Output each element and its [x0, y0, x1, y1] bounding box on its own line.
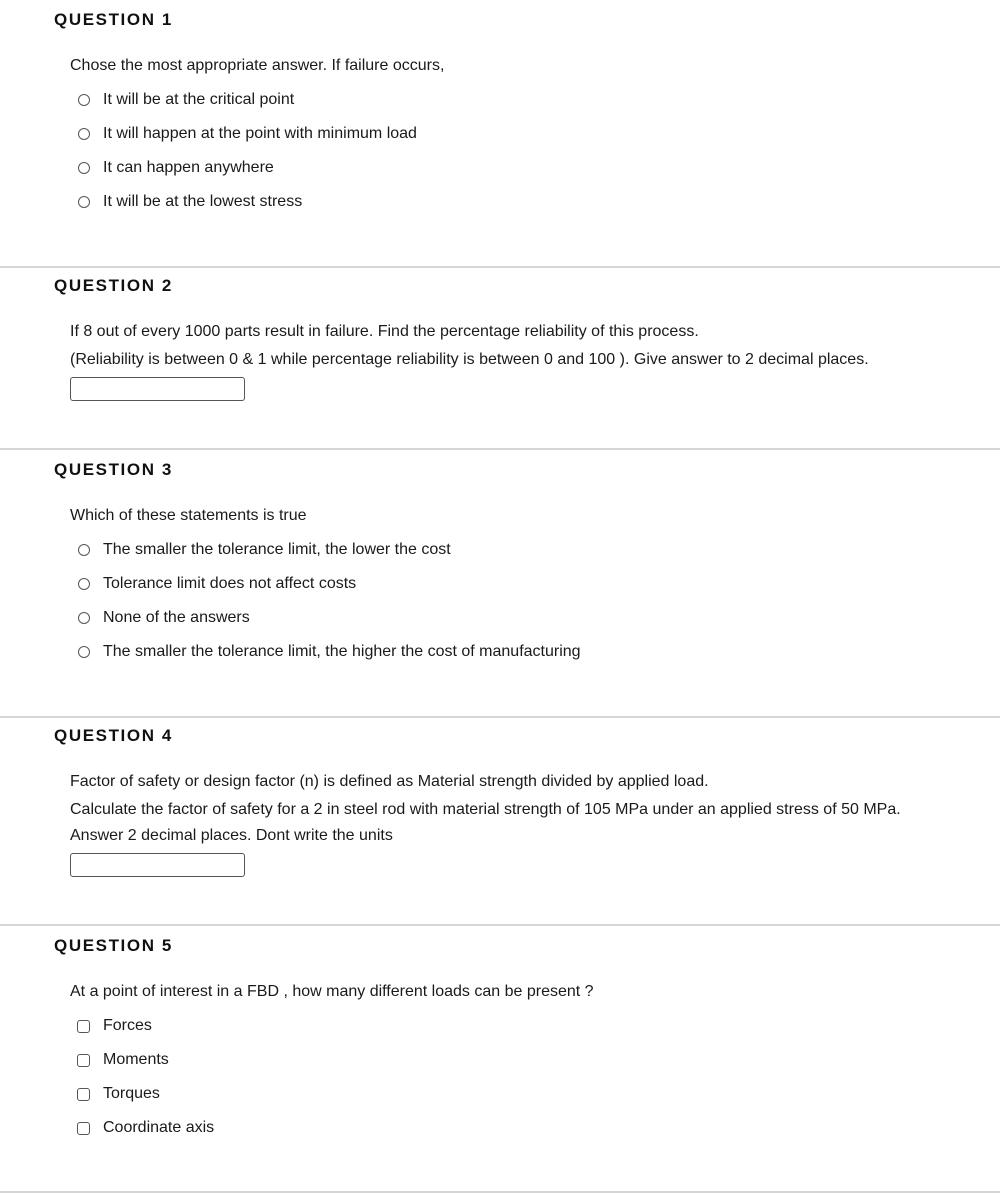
question-divider [0, 716, 1000, 718]
question-divider [0, 448, 1000, 450]
radio-button[interactable] [78, 94, 90, 106]
question-5-option-2[interactable] [77, 1049, 169, 1071]
option-label: It will happen at the point with minimum load [103, 125, 417, 142]
option-label: It will be at the critical point [103, 91, 295, 108]
question-5-option-1[interactable] [77, 1015, 152, 1037]
question-3-option-3[interactable] [78, 607, 250, 629]
question-5-text: At a point of interest in a FBD , how many different loads can be present ? [70, 983, 594, 1000]
question-4-text-line-1: Factor of safety or design factor (n) is defined as Material strength divided by applied load. [70, 773, 709, 790]
question-3-option-2[interactable] [78, 573, 356, 595]
question-5-option-3[interactable] [77, 1083, 160, 1105]
option-label: Tolerance limit does not affect costs [103, 575, 357, 592]
radio-button[interactable] [78, 162, 90, 174]
radio-button[interactable] [78, 544, 90, 556]
question-4-answer-input[interactable] [70, 853, 245, 877]
question-3-option-1[interactable] [78, 539, 451, 561]
question-5-option-4[interactable] [77, 1117, 214, 1139]
radio-button[interactable] [78, 196, 90, 208]
checkbox[interactable] [77, 1020, 90, 1033]
option-label: Forces [103, 1017, 152, 1034]
option-label: The smaller the tolerance limit, the higher the cost of manufacturing [103, 643, 581, 660]
checkbox[interactable] [77, 1054, 90, 1067]
question-4-text-line-3: Answer 2 decimal places. Dont write the units [70, 827, 393, 844]
radio-button[interactable] [78, 578, 90, 590]
option-label: Moments [103, 1051, 169, 1068]
radio-button[interactable] [78, 612, 90, 624]
question-2-answer-input[interactable] [70, 377, 245, 401]
option-label: Torques [103, 1085, 160, 1102]
checkbox[interactable] [77, 1088, 90, 1101]
question-4-title: QUESTION 4 [54, 726, 173, 745]
radio-button[interactable] [78, 128, 90, 140]
question-1-option-4[interactable] [78, 191, 302, 213]
question-2-title: QUESTION 2 [54, 276, 173, 295]
question-divider [0, 1191, 1000, 1193]
option-label: Coordinate axis [103, 1119, 215, 1136]
question-1-option-2[interactable] [78, 123, 417, 145]
question-2-text-line-2: (Reliability is between 0 & 1 while percentage reliability is between 0 and 100 ). Give answer to 2 decimal places. [70, 351, 869, 368]
question-divider [0, 266, 1000, 268]
question-3-text: Which of these statements is true [70, 507, 307, 524]
question-1-title: QUESTION 1 [54, 10, 173, 29]
option-label: It will be at the lowest stress [103, 193, 303, 210]
option-label: The smaller the tolerance limit, the lower the cost [103, 541, 451, 558]
question-5-title: QUESTION 5 [54, 936, 173, 955]
question-1-text: Chose the most appropriate answer. If failure occurs, [70, 57, 445, 74]
question-4-text-line-2: Calculate the factor of safety for a 2 in steel rod with material strength of 105 MPa under an applied stress of 50 MPa. [70, 801, 901, 818]
question-divider [0, 924, 1000, 926]
option-label: It can happen anywhere [103, 159, 274, 176]
question-1-option-1[interactable] [78, 89, 294, 111]
question-2-text-line-1: If 8 out of every 1000 parts result in failure. Find the percentage reliability of this process. [70, 323, 699, 340]
question-1-option-3[interactable] [78, 157, 274, 179]
question-3-option-4[interactable] [78, 641, 581, 663]
radio-button[interactable] [78, 646, 90, 658]
question-3-title: QUESTION 3 [54, 460, 173, 479]
option-label: None of the answers [103, 609, 250, 626]
checkbox[interactable] [77, 1122, 90, 1135]
